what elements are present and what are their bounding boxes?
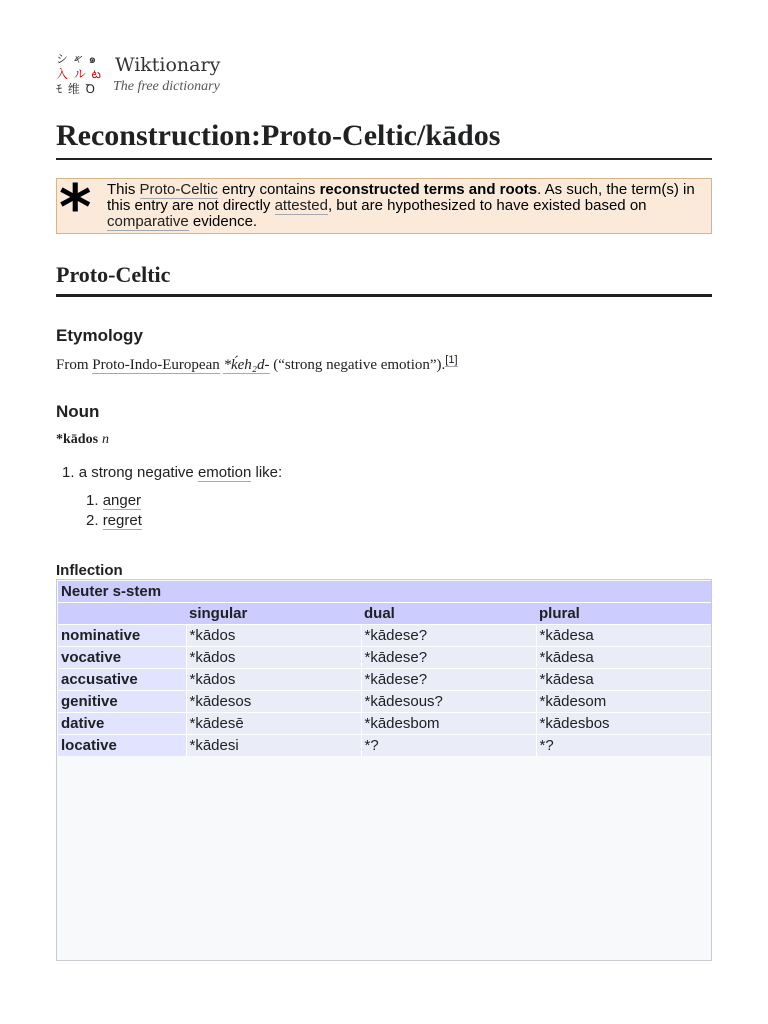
- column-header-blank: [58, 603, 186, 625]
- table-cell: *kādese?: [361, 669, 536, 691]
- comparative-link[interactable]: comparative: [107, 213, 189, 230]
- case-label: dative: [58, 713, 186, 735]
- headword-line: [56, 432, 109, 448]
- case-label: locative: [58, 735, 186, 757]
- table-cell: *kādesē: [186, 713, 361, 735]
- table-cell: *kādesa: [536, 625, 711, 647]
- table-cell: *kādesa: [536, 669, 711, 691]
- table-row: [58, 691, 711, 713]
- column-header-singular: singular: [186, 603, 361, 625]
- inflection-table: [58, 581, 711, 756]
- etymology-heading: Etymology: [56, 326, 143, 345]
- asterisk-icon: *: [59, 171, 92, 244]
- pie-language-link[interactable]: Proto-Indo-European: [92, 357, 220, 373]
- table-cell: *kādese?: [361, 625, 536, 647]
- table-cell: *?: [361, 735, 536, 757]
- table-cell: *kādesi: [186, 735, 361, 757]
- table-cell: *kādesous?: [361, 691, 536, 713]
- language-heading: Proto-Celtic: [56, 262, 712, 296]
- table-cell: *kādesos: [186, 691, 361, 713]
- site-name: Wiktionary: [115, 54, 221, 76]
- definition-item: 1. a strong negative emotion like:: [62, 464, 283, 481]
- column-header-plural: plural: [536, 603, 711, 625]
- table-cell: *kādos: [186, 669, 361, 691]
- table-cell: *kādesom: [536, 691, 711, 713]
- regret-link[interactable]: regret: [102, 512, 142, 529]
- inflection-table-frame: [56, 579, 712, 961]
- headword: *kādos: [56, 432, 99, 447]
- reference-link[interactable]: [1]: [445, 354, 458, 366]
- case-label: vocative: [58, 647, 186, 669]
- inflection-heading: Inflection: [56, 562, 123, 579]
- anger-link[interactable]: anger: [102, 492, 142, 509]
- column-header-dual: dual: [361, 603, 536, 625]
- page-title: Reconstruction:Proto-Celtic/kādos: [56, 118, 712, 160]
- logo-glyph-row: ﾓ 维 Ꝺ: [56, 82, 96, 96]
- etymology-text: From Proto-Indo-European *ḱeh₂d- (“strong negative emotion”).[1]: [56, 354, 458, 373]
- table-cell: *kādesbom: [361, 713, 536, 735]
- table-cell: *kādos: [186, 625, 361, 647]
- table-caption: Neuter s-stem: [58, 581, 711, 603]
- table-cell: *kādese?: [361, 647, 536, 669]
- case-label: nominative: [58, 625, 186, 647]
- subdefinition-item: 1. anger: [86, 492, 142, 509]
- table-cell: *kādesa: [536, 647, 711, 669]
- proto-celtic-link[interactable]: Proto-Celtic: [139, 181, 218, 198]
- table-row: [58, 713, 711, 735]
- reconstruction-notice: [56, 171, 712, 244]
- emotion-link[interactable]: emotion: [197, 464, 252, 481]
- site-tagline: The free dictionary: [113, 79, 220, 94]
- notice-bold-text: reconstructed terms and roots: [319, 181, 538, 198]
- table-cell: *kādos: [186, 647, 361, 669]
- gender-label: n: [102, 432, 110, 447]
- case-label: genitive: [58, 691, 186, 713]
- attested-link[interactable]: attested: [274, 197, 328, 214]
- table-row: [58, 625, 711, 647]
- case-label: accusative: [58, 669, 186, 691]
- site-logo[interactable]: [56, 52, 256, 100]
- table-row: [58, 669, 711, 691]
- logo-glyph-row: 入 ル ట: [56, 67, 102, 81]
- notice-text: This Proto-Celtic entry contains reconstructed terms and roots. As such, the term(s) in this entry are not directly attested, but are hypothesized to have existed based on comparative evidence.: [107, 181, 695, 230]
- table-cell: *?: [536, 735, 711, 757]
- table-row: [58, 647, 711, 669]
- pie-root-link[interactable]: *ḱeh₂d-: [223, 357, 270, 373]
- table-cell: *kādesbos: [536, 713, 711, 735]
- logo-glyph-row: シ 𐤀 ๑: [56, 52, 98, 66]
- subdefinition-item: 2. regret: [86, 512, 142, 529]
- noun-heading: Noun: [56, 402, 100, 421]
- wiktionary-logo-icon: [56, 52, 106, 100]
- heading-divider: [56, 295, 712, 297]
- table-row: [58, 735, 711, 757]
